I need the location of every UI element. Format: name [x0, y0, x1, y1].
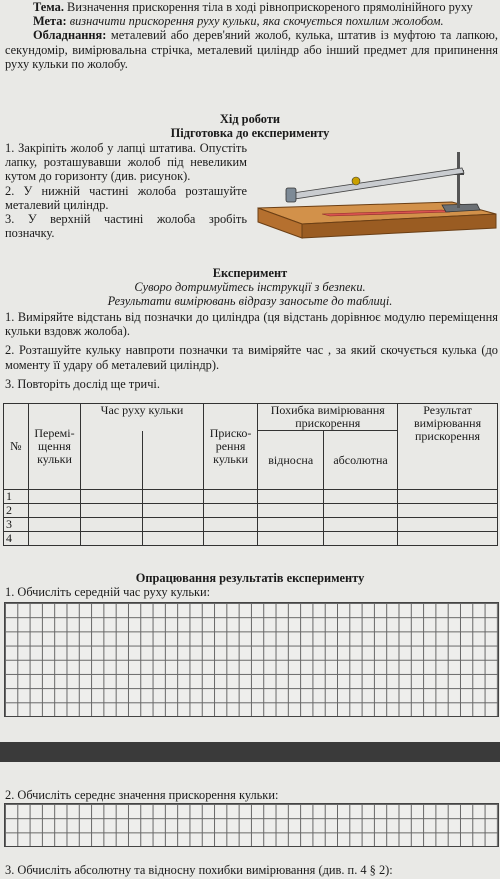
table-row: 1 [4, 490, 498, 504]
safety-note: Суворо дотримуйтесь інструкції з безпеки. [134, 280, 366, 295]
processing-question-2: 2. Обчисліть середнє значення прискорення кульки: [5, 788, 279, 802]
time-subcol-1 [81, 431, 142, 490]
header-acceleration: Приско-рення кульки [203, 404, 258, 490]
apparatus-illustration [252, 150, 498, 258]
time-subcol-2 [142, 431, 203, 490]
exp-step-2: 2. Розташуйте кульку навпроти позначки та виміряйте час , за який скочується кулька (до моменту її удару об металевий циліндр). [5, 343, 498, 372]
header-time: Час руху кульки [81, 404, 203, 431]
experiment-heading-block [0, 266, 500, 309]
record-note: Результати вимірювань відразу заносьте до таблиці. [107, 294, 393, 309]
processing-question-1: 1. Обчисліть середній час руху кульки: [5, 585, 211, 599]
header-error-relative: відносна [258, 431, 324, 490]
procedure-heading: Хід роботи Підготовка до експерименту [170, 112, 330, 141]
header-block [5, 0, 498, 71]
results-table [3, 403, 498, 546]
header-result: Результат вимірювання прискорення [398, 404, 498, 490]
table-row: 3 [4, 518, 498, 532]
prep-step-3: 3. У верхній частині жолоба зробіть позначку. [5, 212, 247, 241]
header-error: Похибка вимірювання прискорення [258, 404, 398, 431]
table-row: 4 [4, 532, 498, 546]
topic-line: Тема. Визначення прискорення тіла в ході рівноприскореного прямолінійного руху [33, 0, 473, 14]
processing-question-3: 3. Обчисліть абсолютну та відносну похибки вимірювання (див. п. 4 § 2): [5, 863, 393, 877]
answer-grid-2[interactable] [4, 803, 499, 847]
experiment-title: Експеримент [212, 266, 288, 280]
table-row: 2 [4, 504, 498, 518]
page-separator [0, 742, 500, 762]
equipment-line: Обладнання: металевий або дерев'яний жолоб, кулька, штатив із муфтою та лапкою, секундомір, вимірювальна стрічка, металевий циліндр або інший предмет для припинення руху кульки по жолобу. [5, 28, 498, 71]
header-displacement: Перемі-щення кульки [28, 404, 81, 490]
processing-heading: Опрацювання результатів експерименту [135, 571, 365, 585]
header-error-absolute: абсолютна [323, 431, 397, 490]
prep-step-1: 1. Закріпіть жолоб у лапці штатива. Опустіть лапку, розташувавши жолоб під невеликим кутом до горизонту (див. рисунок). [5, 141, 247, 184]
experiment-steps [5, 310, 498, 391]
header-number: № [4, 404, 29, 490]
exp-step-1: 1. Виміряйте відстань від позначки до циліндра (ця відстань дорівнює модулю переміщення кульки вздовж жолоба). [5, 310, 498, 339]
preparation-steps [5, 141, 247, 240]
answer-grid-1[interactable] [4, 602, 499, 717]
prep-step-2: 2. У нижній частині жолоба розташуйте металевий циліндр. [5, 183, 247, 212]
goal-line: Мета: визначити прискорення руху кульки, яка скочується похилим жолобом. [33, 14, 444, 29]
exp-step-3: 3. Повторіть дослід ще тричі. [5, 376, 160, 391]
